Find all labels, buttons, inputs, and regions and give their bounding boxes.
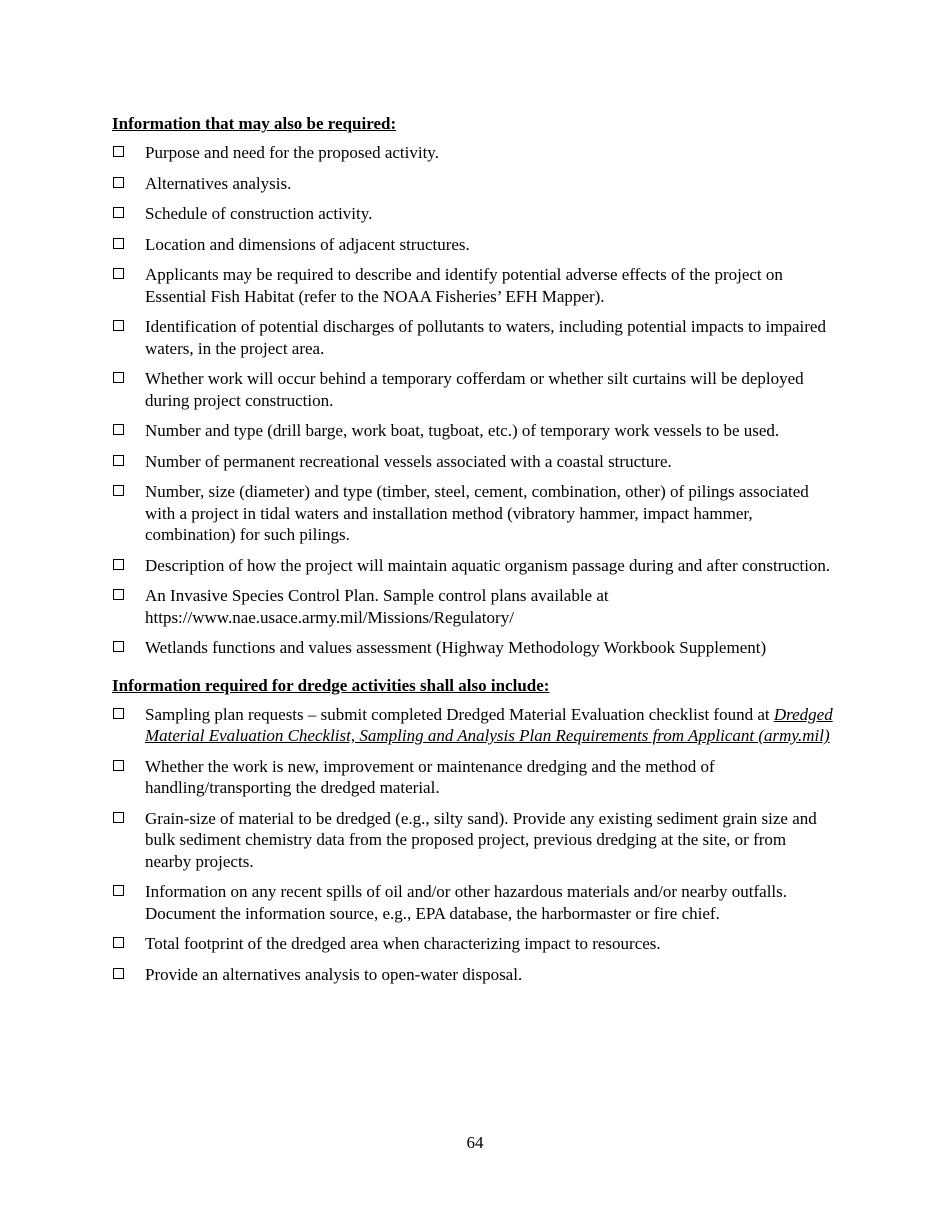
checkbox-icon[interactable] xyxy=(113,812,124,823)
checklist-item: Number, size (diameter) and type (timber, steel, cement, combination, other) of pilings associated with a project in tidal waters and installation method (vibratory hammer, impact hammer, combination) for such pilings. xyxy=(112,481,834,546)
checkbox-icon[interactable] xyxy=(113,885,124,896)
checkbox-icon[interactable] xyxy=(113,424,124,435)
section-heading-dredge-info: Information required for dredge activities shall also include: xyxy=(112,675,550,695)
checklist-item: Purpose and need for the proposed activity. xyxy=(112,142,834,164)
checklist-item: Provide an alternatives analysis to open-water disposal. xyxy=(112,964,834,986)
checklist-item: Whether work will occur behind a temporary cofferdam or whether silt curtains will be deployed during project construction. xyxy=(112,368,834,411)
checkbox-icon[interactable] xyxy=(113,760,124,771)
checklist-item: An Invasive Species Control Plan. Sample control plans available at https://www.nae.usace.army.mil/Missions/Regulatory/ xyxy=(112,585,834,628)
checkbox-icon[interactable] xyxy=(113,455,124,466)
checklist-item: Schedule of construction activity. xyxy=(112,203,834,225)
checklist-item: Grain-size of material to be dredged (e.g., silty sand). Provide any existing sediment grain size and bulk sediment chemistry data from the proposed project, previous dredging at the site, or from nearby projects. xyxy=(112,808,834,873)
checkbox-icon[interactable] xyxy=(113,320,124,331)
checklist-item: Identification of potential discharges of pollutants to waters, including potential impacts to impaired waters, in the project area. xyxy=(112,316,834,359)
page-content xyxy=(112,113,834,994)
checklist-item: Wetlands functions and values assessment (Highway Methodology Workbook Supplement) xyxy=(112,637,834,659)
checklist-item: Number and type (drill barge, work boat, tugboat, etc.) of temporary work vessels to be used. xyxy=(112,420,834,442)
dredged-material-checklist-link[interactable]: Dredged Material Evaluation Checklist, Sampling and Analysis Plan Requirements from Applicant (army.mil) xyxy=(145,704,833,745)
checkbox-icon[interactable] xyxy=(113,559,124,570)
checkbox-icon[interactable] xyxy=(113,968,124,979)
checkbox-icon[interactable] xyxy=(113,146,124,157)
checkbox-icon[interactable] xyxy=(113,589,124,600)
checklist-item: Description of how the project will maintain aquatic organism passage during and after construction. xyxy=(112,555,834,577)
checkbox-icon[interactable] xyxy=(113,177,124,188)
checkbox-icon[interactable] xyxy=(113,937,124,948)
checklist-item: Alternatives analysis. xyxy=(112,173,834,195)
dredge-info-checklist xyxy=(112,704,834,986)
additional-info-checklist xyxy=(112,142,834,659)
checkbox-icon[interactable] xyxy=(113,485,124,496)
checklist-item: Number of permanent recreational vessels associated with a coastal structure. xyxy=(112,451,834,473)
checklist-item: Whether the work is new, improvement or maintenance dredging and the method of handling/transporting the dredged material. xyxy=(112,756,834,799)
checklist-item: Total footprint of the dredged area when characterizing impact to resources. xyxy=(112,933,834,955)
checkbox-icon[interactable] xyxy=(113,708,124,719)
section-heading-additional-info: Information that may also be required: xyxy=(112,114,397,133)
checklist-item: Information on any recent spills of oil and/or other hazardous materials and/or nearby outfalls. Document the information source, e.g., EPA database, the harbormaster or fire chief. xyxy=(112,881,834,924)
checklist-item: Applicants may be required to describe and identify potential adverse effects of the project on Essential Fish Habitat (refer to the NOAA Fisheries’ EFH Mapper). xyxy=(112,264,834,307)
checkbox-icon[interactable] xyxy=(113,372,124,383)
checkbox-icon[interactable] xyxy=(113,207,124,218)
page-number: 64 xyxy=(466,1133,484,1152)
checkbox-icon[interactable] xyxy=(113,641,124,652)
checklist-item: Location and dimensions of adjacent structures. xyxy=(112,234,834,256)
checkbox-icon[interactable] xyxy=(113,268,124,279)
checklist-item-sampling-plan: Sampling plan requests – submit completed Dredged Material Evaluation checklist found at Dredged Material Evaluation Checklist, Sampling and Analysis Plan Requirements from Applicant (army.mil) xyxy=(112,704,834,747)
checkbox-icon[interactable] xyxy=(113,238,124,249)
